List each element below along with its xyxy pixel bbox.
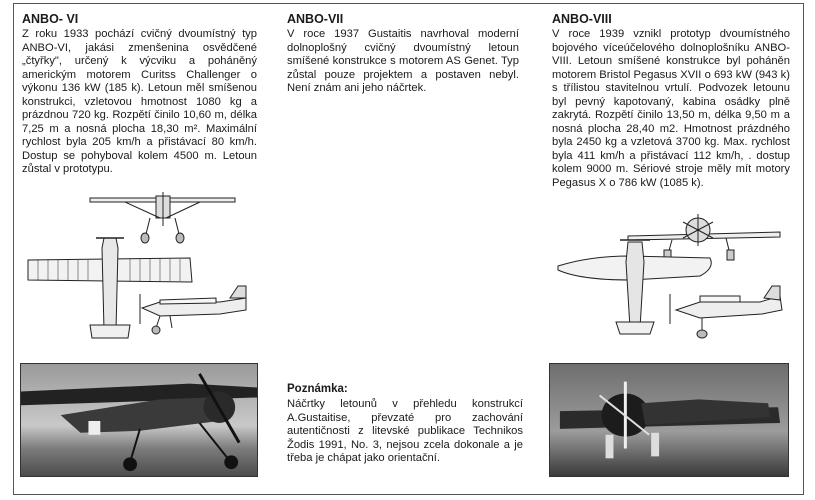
section-text: Z roku 1933 pochází cvičný dvoumístný typ ANBO-VI, jakási zmenšenina osvědčené „čtyřky", určený k výcviku a poháněný americkým motorem Curitss Challenger o výkonu 136 kW (185 k). Letoun měl smíšenou konstrukci, vzletovou hmotnost 1080 kg a prázdnou 720 kg. Rozpětí činilo 10,60 m, délka 7,25 m a nosná plocha 18,30 m². Maximální rychlost byla 205 km/h a přistávací 80 km/h. Dostup se pohyboval kolem 4500 m. Letoun zůstal v prototypu. <box>22 28 257 175</box>
section-anbo-vi <box>22 12 257 177</box>
section-title: ANBO- VI <box>22 12 79 26</box>
anbo-viii-photo <box>549 363 789 477</box>
section-anbo-viii <box>552 12 790 190</box>
section-anbo-vii <box>287 12 519 96</box>
anbo-vi-photo <box>20 363 258 477</box>
note-text: Náčrtky letounů v přehledu konstrukcí A.Gustaitise, převzaté pro zachování autentičnosti z litevské publikace Technikos Žodis 1991, No. 3, nejsou zcela dokonale a je třeba je chápat jako orientační. <box>287 398 523 464</box>
section-text: V roce 1937 Gustaitis navrhoval moderní dolnoplošný cvičný dvoumístný letoun smíšené konstrukce s motorem AS Genet. Typ zůstal pouze projektem a postaven nebyl. Není znám ani jeho náčrtek. <box>287 28 519 94</box>
anbo-viii-three-view-drawing <box>550 210 790 350</box>
section-text: V roce 1939 vznikl prototyp dvoumístného bojového víceúčelového dolnoplošníku ANBO-VIII. Letoun smíšené konstrukce byl poháněn motorem Bristol Pegasus XVII o 693 kW (943 k) s třílistou stavitelnou vrtulí. Podvozek letounu byl pevný kapotovaný, kabina osádky plně zakrytá. Rozpětí činilo 13,50 m, délka 9,50 m a nosná plocha 28,40 m2. Hmotnost prázdného byla 2450 kg a vzletová 3700 kg. Max. rychlost byla 411 km/h a přistávací 112 km/h, . dostup kolem 9000 m. Sériové stroje měly mít motory Pegasus X o 786 kW (1085 k). <box>552 28 790 189</box>
anbo-vi-three-view-drawing <box>20 190 255 350</box>
note-title: Poznámka: <box>287 383 348 395</box>
note <box>287 383 523 466</box>
section-title: ANBO-VII <box>287 12 344 26</box>
section-title: ANBO-VIII <box>552 12 612 26</box>
